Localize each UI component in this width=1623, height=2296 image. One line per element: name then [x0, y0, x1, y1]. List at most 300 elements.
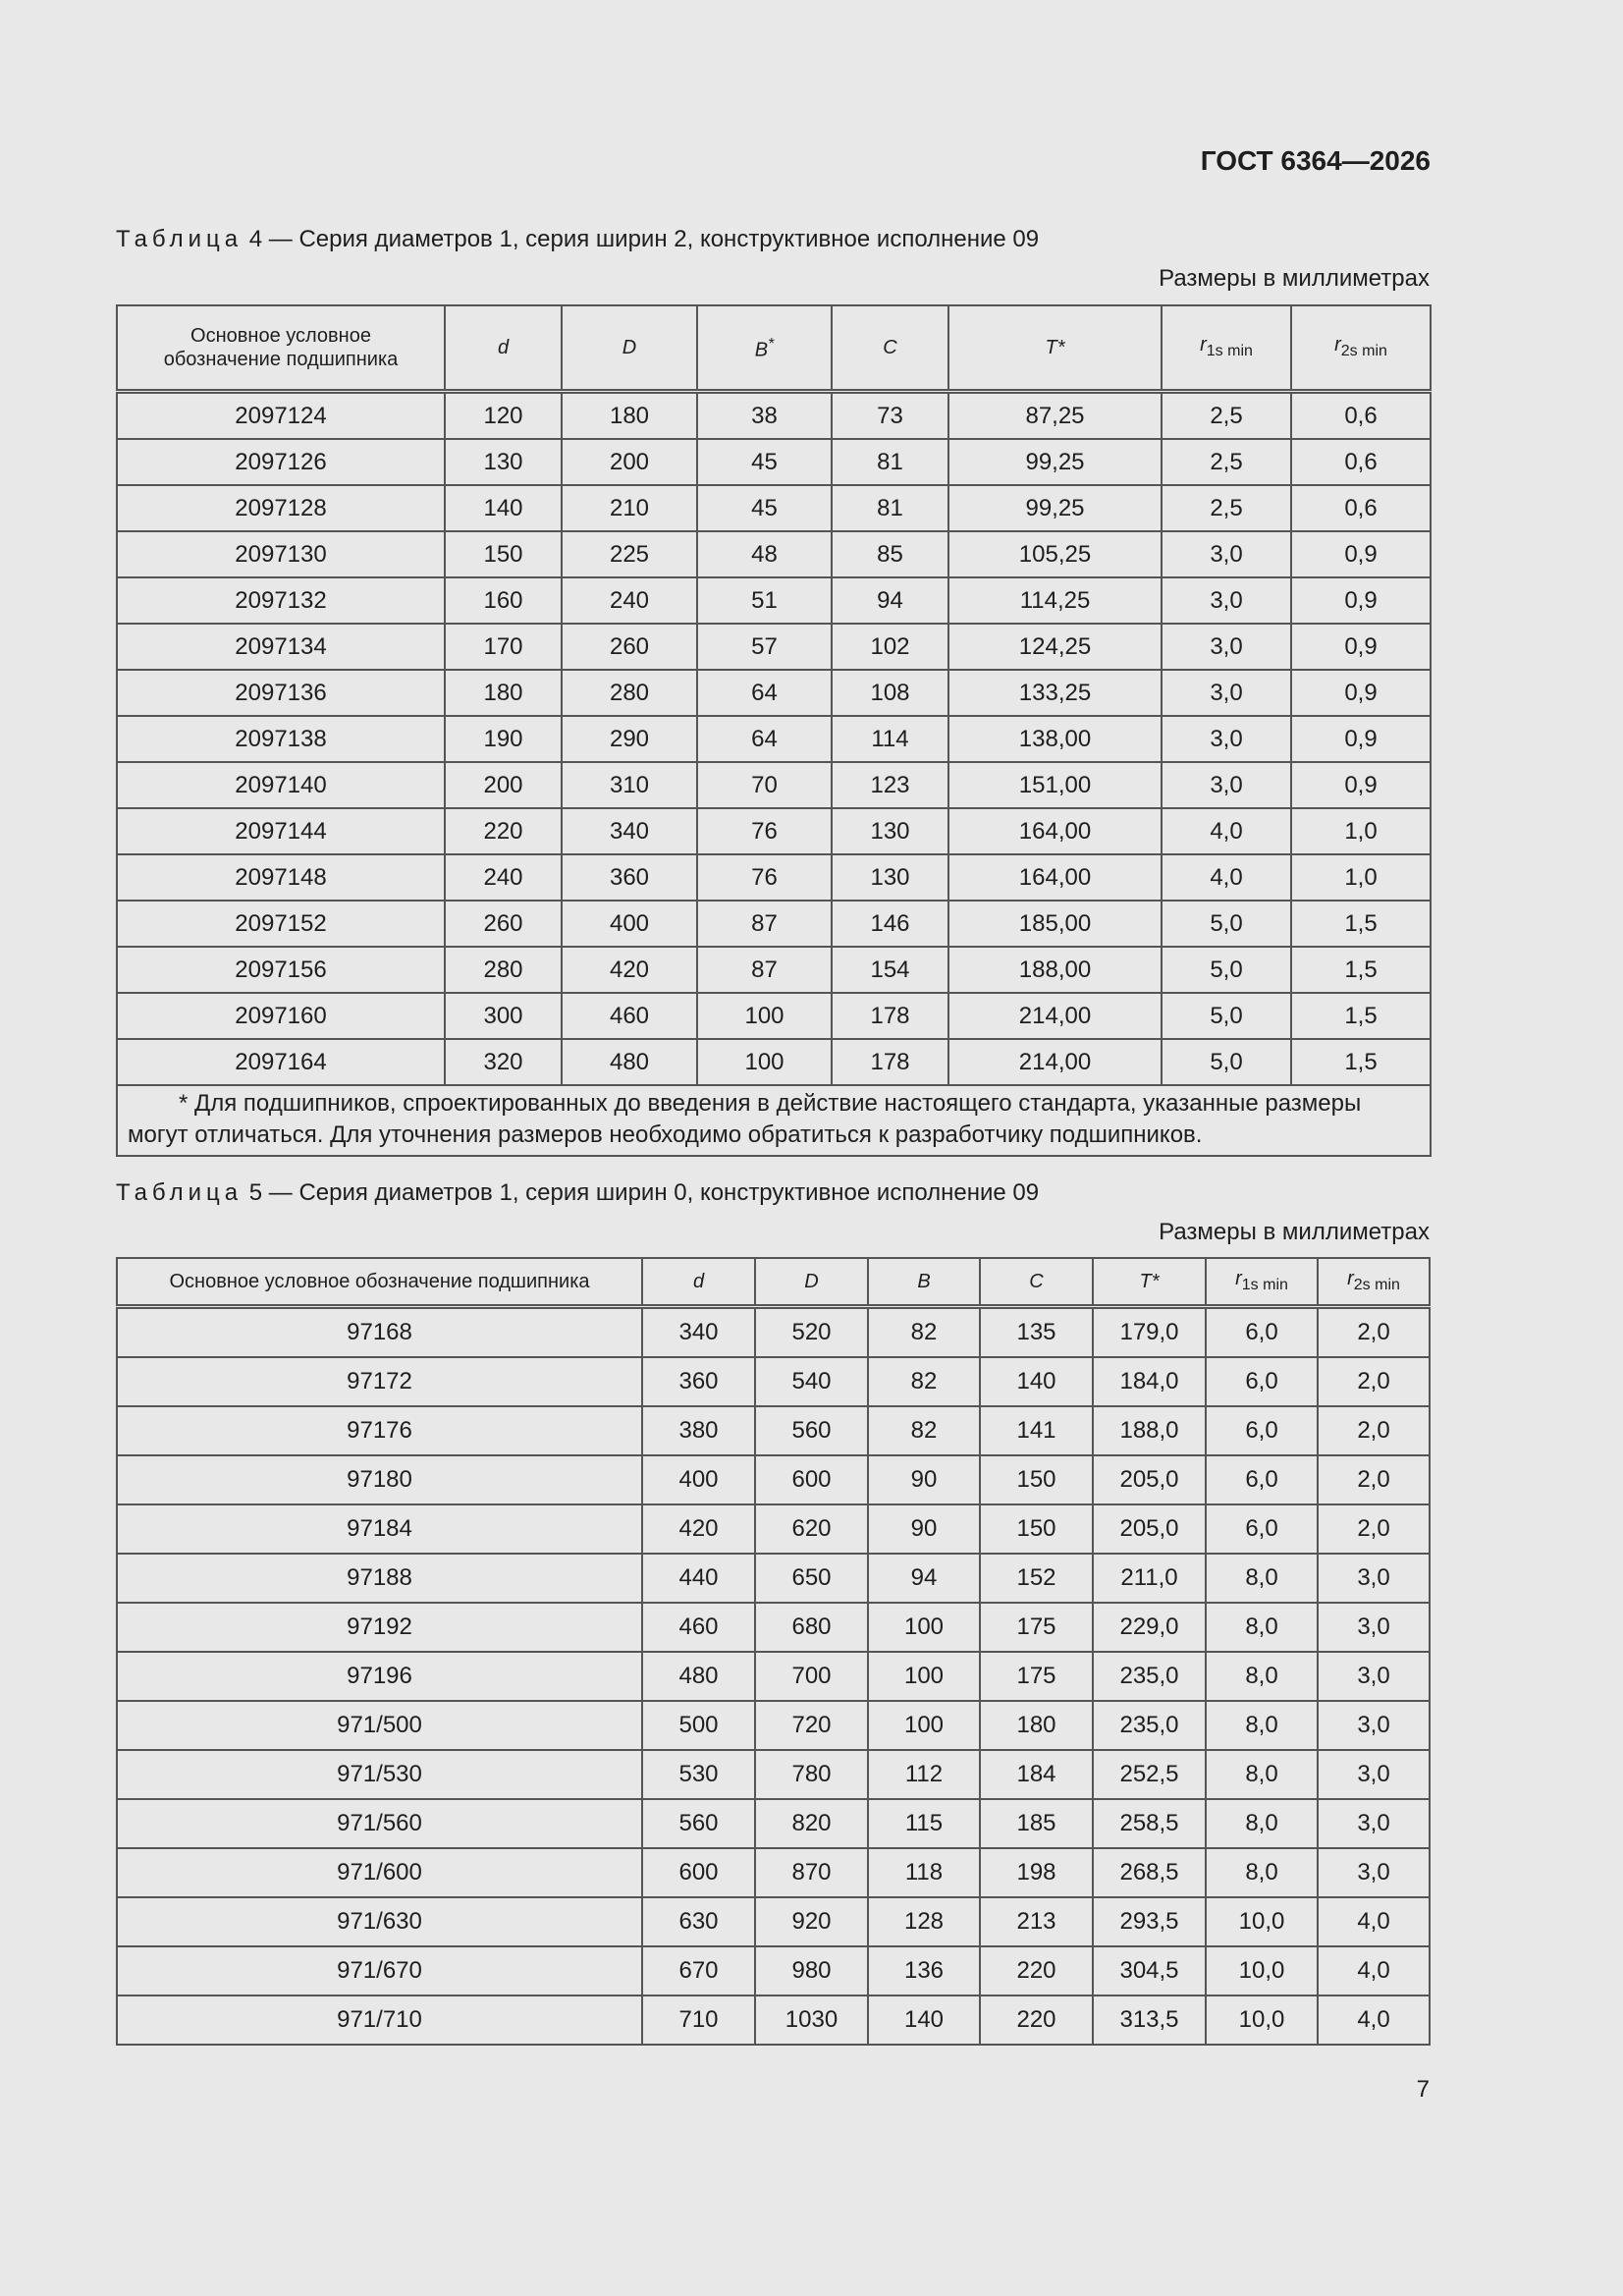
table-cell: 151,00: [948, 762, 1162, 808]
table-cell: 3,0: [1318, 1652, 1430, 1701]
table-cell: 10,0: [1206, 1995, 1318, 2045]
header-r1: [1206, 1258, 1318, 1307]
table-cell: 154: [832, 947, 948, 993]
table-cell: 3,0: [1318, 1603, 1430, 1652]
table-cell: 200: [445, 762, 562, 808]
table-cell: 150: [445, 531, 562, 577]
header-r2-sub: 2s min: [1353, 1276, 1400, 1293]
table-cell: 114: [832, 716, 948, 762]
table-cell: 235,0: [1093, 1701, 1206, 1750]
table-cell: 3,0: [1318, 1799, 1430, 1848]
table-cell: 3,0: [1162, 716, 1291, 762]
table5-header-row: [117, 1258, 1430, 1307]
header-r2-sub: 2s min: [1340, 342, 1387, 359]
table-cell: 2097144: [117, 808, 445, 854]
table-cell: 102: [832, 624, 948, 670]
table-cell: 170: [445, 624, 562, 670]
table-row: [117, 947, 1431, 993]
table-cell: 48: [697, 531, 832, 577]
table-cell: 100: [697, 993, 832, 1039]
table-cell: 420: [562, 947, 697, 993]
table-cell: 97192: [117, 1603, 642, 1652]
table-cell: 205,0: [1093, 1455, 1206, 1504]
table-cell: 87: [697, 901, 832, 947]
table-row: [117, 1455, 1430, 1504]
table-cell: 293,5: [1093, 1897, 1206, 1946]
table-cell: 971/560: [117, 1799, 642, 1848]
table-cell: 258,5: [1093, 1799, 1206, 1848]
table-cell: 2097130: [117, 531, 445, 577]
table-row: [117, 1357, 1430, 1406]
table-cell: 160: [445, 577, 562, 624]
table-cell: 5,0: [1162, 947, 1291, 993]
table-cell: 3,0: [1162, 577, 1291, 624]
page-number: 7: [1416, 2076, 1430, 2103]
table-cell: 179,0: [1093, 1307, 1206, 1358]
table-cell: 380: [642, 1406, 755, 1455]
table-cell: 0,9: [1291, 670, 1431, 716]
table-cell: 320: [445, 1039, 562, 1085]
table-cell: 870: [755, 1848, 868, 1897]
table-cell: 99,25: [948, 485, 1162, 531]
table-cell: 4,0: [1318, 1946, 1430, 1995]
table-cell: 10,0: [1206, 1897, 1318, 1946]
header-designation: Основное условное обозначение подшипника: [117, 305, 445, 392]
table-cell: 630: [642, 1897, 755, 1946]
table-cell: 360: [562, 854, 697, 901]
table-cell: 0,6: [1291, 392, 1431, 440]
table-cell: 8,0: [1206, 1750, 1318, 1799]
table-cell: 76: [697, 808, 832, 854]
table-cell: 136: [868, 1946, 980, 1995]
table-cell: 980: [755, 1946, 868, 1995]
table-cell: 971/600: [117, 1848, 642, 1897]
table-cell: 2097164: [117, 1039, 445, 1085]
table-cell: 5,0: [1162, 901, 1291, 947]
table-cell: 175: [980, 1652, 1093, 1701]
table-cell: 971/630: [117, 1897, 642, 1946]
table-cell: 5,0: [1162, 993, 1291, 1039]
table-cell: 70: [697, 762, 832, 808]
table-cell: 780: [755, 1750, 868, 1799]
table-cell: 76: [697, 854, 832, 901]
table-cell: 99,25: [948, 439, 1162, 485]
table-row: [117, 762, 1431, 808]
table-cell: 180: [980, 1701, 1093, 1750]
table-cell: 8,0: [1206, 1799, 1318, 1848]
table-cell: 178: [832, 993, 948, 1039]
header-r1: [1162, 305, 1291, 392]
table4-caption-title: 4 — Серия диаметров 1, серия ширин 2, конструктивное исполнение 09: [243, 226, 1040, 252]
table-row: [117, 1897, 1430, 1946]
table-row: [117, 993, 1431, 1039]
table4-units: Размеры в миллиметрах: [1159, 265, 1430, 292]
table-cell: 140: [445, 485, 562, 531]
table-cell: 220: [980, 1946, 1093, 1995]
table-cell: 0,9: [1291, 762, 1431, 808]
table-cell: 1030: [755, 1995, 868, 2045]
table-cell: 2097160: [117, 993, 445, 1039]
table-row: [117, 1652, 1430, 1701]
table-cell: 560: [642, 1799, 755, 1848]
table-cell: 2,0: [1318, 1504, 1430, 1554]
table-cell: 220: [445, 808, 562, 854]
table-cell: 214,00: [948, 993, 1162, 1039]
table-cell: 97172: [117, 1357, 642, 1406]
table-cell: 205,0: [1093, 1504, 1206, 1554]
table-cell: 8,0: [1206, 1554, 1318, 1603]
table-row: [117, 716, 1431, 762]
table-cell: 2097132: [117, 577, 445, 624]
table-cell: 3,0: [1162, 531, 1291, 577]
header-r1-sub: 1s min: [1206, 342, 1253, 359]
table-row: [117, 1039, 1431, 1085]
table-cell: 530: [642, 1750, 755, 1799]
table-cell: 920: [755, 1897, 868, 1946]
header-D: D: [755, 1258, 868, 1307]
table-cell: 300: [445, 993, 562, 1039]
table-cell: 2097152: [117, 901, 445, 947]
table-cell: 340: [642, 1307, 755, 1358]
table-cell: 2097136: [117, 670, 445, 716]
header-B-label: B: [754, 339, 769, 361]
table-cell: 118: [868, 1848, 980, 1897]
table-cell: 6,0: [1206, 1357, 1318, 1406]
table4-caption-prefix: Таблица: [116, 226, 243, 252]
table-row: [117, 392, 1431, 440]
table-cell: 340: [562, 808, 697, 854]
table-cell: 164,00: [948, 854, 1162, 901]
table-cell: 280: [562, 670, 697, 716]
table-cell: 720: [755, 1701, 868, 1750]
table-cell: 45: [697, 439, 832, 485]
table-cell: 971/500: [117, 1701, 642, 1750]
table-cell: 120: [445, 392, 562, 440]
table-cell: 520: [755, 1307, 868, 1358]
table-cell: 138,00: [948, 716, 1162, 762]
table-cell: 480: [562, 1039, 697, 1085]
table-cell: 700: [755, 1652, 868, 1701]
table-cell: 268,5: [1093, 1848, 1206, 1897]
table-cell: 3,0: [1318, 1554, 1430, 1603]
table-row: [117, 531, 1431, 577]
table-cell: 114,25: [948, 577, 1162, 624]
table-row: [117, 901, 1431, 947]
table-cell: 4,0: [1318, 1897, 1430, 1946]
table-cell: 540: [755, 1357, 868, 1406]
table-cell: 128: [868, 1897, 980, 1946]
table-cell: 5,0: [1162, 1039, 1291, 1085]
table-cell: 4,0: [1318, 1995, 1430, 2045]
table4-footnote-text: * Для подшипников, спроектированных до введения в действие настоящего стандарта, указанные размеры могут отличаться. Для уточнения размеров необходимо обратиться к разработчику подшипников.: [128, 1090, 1362, 1148]
table-cell: 1,5: [1291, 993, 1431, 1039]
table-cell: 108: [832, 670, 948, 716]
table4-header-row: [117, 305, 1431, 392]
table-cell: 4,0: [1162, 808, 1291, 854]
table-row: [117, 1848, 1430, 1897]
table-cell: 2,5: [1162, 392, 1291, 440]
table-cell: 133,25: [948, 670, 1162, 716]
table-cell: 198: [980, 1848, 1093, 1897]
table-cell: 190: [445, 716, 562, 762]
table-cell: 82: [868, 1357, 980, 1406]
table-cell: 440: [642, 1554, 755, 1603]
table-cell: 82: [868, 1406, 980, 1455]
table-cell: 45: [697, 485, 832, 531]
table-cell: 97184: [117, 1504, 642, 1554]
header-C: C: [980, 1258, 1093, 1307]
table-cell: 4,0: [1162, 854, 1291, 901]
table-cell: 82: [868, 1307, 980, 1358]
table5-caption: [116, 1179, 1039, 1207]
header-C: C: [832, 305, 948, 392]
table-cell: 184,0: [1093, 1357, 1206, 1406]
table-cell: 115: [868, 1799, 980, 1848]
header-d: d: [642, 1258, 755, 1307]
table-cell: 480: [642, 1652, 755, 1701]
table-cell: 3,0: [1162, 670, 1291, 716]
table-cell: 213: [980, 1897, 1093, 1946]
table-row: [117, 1799, 1430, 1848]
table-cell: 2097124: [117, 392, 445, 440]
table-cell: 200: [562, 439, 697, 485]
table5: [116, 1257, 1431, 2046]
table-cell: 8,0: [1206, 1848, 1318, 1897]
table4-footnote: [117, 1085, 1431, 1156]
table-cell: 2097148: [117, 854, 445, 901]
header-T: T*: [948, 305, 1162, 392]
table-cell: 260: [562, 624, 697, 670]
table-cell: 1,0: [1291, 808, 1431, 854]
table-cell: 184: [980, 1750, 1093, 1799]
table-cell: 1,5: [1291, 901, 1431, 947]
table-cell: 90: [868, 1455, 980, 1504]
table-cell: 710: [642, 1995, 755, 2045]
table-row: [117, 1554, 1430, 1603]
header-r1-symbol: r: [1235, 1267, 1242, 1289]
table-cell: 280: [445, 947, 562, 993]
table-cell: 260: [445, 901, 562, 947]
header-r1-symbol: r: [1200, 333, 1207, 355]
table-cell: 90: [868, 1504, 980, 1554]
table-cell: 94: [832, 577, 948, 624]
header-d: d: [445, 305, 562, 392]
table-cell: 180: [445, 670, 562, 716]
table-cell: 150: [980, 1455, 1093, 1504]
table-cell: 1,5: [1291, 1039, 1431, 1085]
table-cell: 100: [697, 1039, 832, 1085]
table-cell: 87,25: [948, 392, 1162, 440]
table-cell: 500: [642, 1701, 755, 1750]
header-r2-symbol: r: [1334, 333, 1341, 355]
table-row: [117, 1750, 1430, 1799]
table-cell: 188,0: [1093, 1406, 1206, 1455]
table-cell: 112: [868, 1750, 980, 1799]
table4: [116, 304, 1432, 1157]
table-cell: 123: [832, 762, 948, 808]
table-cell: 2097128: [117, 485, 445, 531]
table-cell: 150: [980, 1504, 1093, 1554]
table-cell: 0,9: [1291, 531, 1431, 577]
table-row: [117, 485, 1431, 531]
table-cell: 460: [562, 993, 697, 1039]
table-cell: 680: [755, 1603, 868, 1652]
table-cell: 100: [868, 1652, 980, 1701]
table-row: [117, 670, 1431, 716]
table-row: [117, 854, 1431, 901]
table-cell: 225: [562, 531, 697, 577]
table4-caption: [116, 226, 1039, 253]
table-cell: 0,6: [1291, 485, 1431, 531]
table-cell: 51: [697, 577, 832, 624]
table-cell: 64: [697, 670, 832, 716]
table-cell: 140: [980, 1357, 1093, 1406]
table-cell: 38: [697, 392, 832, 440]
table-cell: 3,0: [1318, 1701, 1430, 1750]
table-cell: 2,0: [1318, 1357, 1430, 1406]
table-cell: 670: [642, 1946, 755, 1995]
table-cell: 141: [980, 1406, 1093, 1455]
table-cell: 94: [868, 1554, 980, 1603]
table-cell: 235,0: [1093, 1652, 1206, 1701]
table-cell: 6,0: [1206, 1504, 1318, 1554]
table-cell: 8,0: [1206, 1603, 1318, 1652]
table-cell: 81: [832, 485, 948, 531]
table-cell: 135: [980, 1307, 1093, 1358]
table-cell: 180: [562, 392, 697, 440]
table-cell: 64: [697, 716, 832, 762]
header-B: B: [868, 1258, 980, 1307]
table-row: [117, 1946, 1430, 1995]
table-cell: 130: [445, 439, 562, 485]
table-cell: 2,0: [1318, 1406, 1430, 1455]
table-cell: 57: [697, 624, 832, 670]
table-cell: 175: [980, 1603, 1093, 1652]
table-cell: 178: [832, 1039, 948, 1085]
table-cell: 124,25: [948, 624, 1162, 670]
table4-footnote-row: [117, 1085, 1431, 1156]
table-cell: 310: [562, 762, 697, 808]
table-cell: 252,5: [1093, 1750, 1206, 1799]
table-cell: 240: [445, 854, 562, 901]
table-cell: 3,0: [1162, 624, 1291, 670]
table-cell: 100: [868, 1603, 980, 1652]
table-cell: 313,5: [1093, 1995, 1206, 2045]
table-cell: 620: [755, 1504, 868, 1554]
table-cell: 420: [642, 1504, 755, 1554]
header-r2: [1291, 305, 1431, 392]
table-cell: 2097140: [117, 762, 445, 808]
table-cell: 97196: [117, 1652, 642, 1701]
header-r1-sub: 1s min: [1241, 1276, 1288, 1293]
table-cell: 152: [980, 1554, 1093, 1603]
table-row: [117, 1504, 1430, 1554]
table-cell: 2097138: [117, 716, 445, 762]
table-cell: 1,0: [1291, 854, 1431, 901]
header-D: D: [562, 305, 697, 392]
header-B-mark: *: [768, 336, 775, 354]
table-cell: 8,0: [1206, 1652, 1318, 1701]
table-row: [117, 624, 1431, 670]
table-cell: 211,0: [1093, 1554, 1206, 1603]
table-row: [117, 1406, 1430, 1455]
table-cell: 2,5: [1162, 439, 1291, 485]
table-cell: 164,00: [948, 808, 1162, 854]
table-cell: 188,00: [948, 947, 1162, 993]
table-cell: 6,0: [1206, 1455, 1318, 1504]
table-cell: 971/710: [117, 1995, 642, 2045]
table-cell: 229,0: [1093, 1603, 1206, 1652]
table-cell: 0,6: [1291, 439, 1431, 485]
table-cell: 185: [980, 1799, 1093, 1848]
header-designation: Основное условное обозначение подшипника: [117, 1258, 642, 1307]
table-cell: 3,0: [1318, 1750, 1430, 1799]
table-cell: 600: [755, 1455, 868, 1504]
table5-units: Размеры в миллиметрах: [1159, 1219, 1430, 1245]
table-cell: 105,25: [948, 531, 1162, 577]
table-cell: 400: [642, 1455, 755, 1504]
table-cell: 3,0: [1318, 1848, 1430, 1897]
table-cell: 220: [980, 1995, 1093, 2045]
table-cell: 2,5: [1162, 485, 1291, 531]
table-cell: 2097126: [117, 439, 445, 485]
table-cell: 81: [832, 439, 948, 485]
table-cell: 460: [642, 1603, 755, 1652]
table-cell: 6,0: [1206, 1307, 1318, 1358]
table-cell: 0,9: [1291, 577, 1431, 624]
table-row: [117, 1701, 1430, 1750]
standard-number: ГОСТ 6364—2026: [1200, 145, 1431, 176]
table-row: [117, 1603, 1430, 1652]
table-cell: 971/670: [117, 1946, 642, 1995]
table-cell: 240: [562, 577, 697, 624]
header-r2-symbol: r: [1347, 1267, 1354, 1289]
table-cell: 85: [832, 531, 948, 577]
table-cell: 100: [868, 1701, 980, 1750]
table-cell: 73: [832, 392, 948, 440]
table-cell: 820: [755, 1799, 868, 1848]
table-cell: 210: [562, 485, 697, 531]
table-cell: 6,0: [1206, 1406, 1318, 1455]
table-cell: 140: [868, 1995, 980, 2045]
table-cell: 97180: [117, 1455, 642, 1504]
table-cell: 1,5: [1291, 947, 1431, 993]
table-row: [117, 439, 1431, 485]
table-row: [117, 808, 1431, 854]
table-cell: 2097156: [117, 947, 445, 993]
table-cell: 400: [562, 901, 697, 947]
table-cell: 146: [832, 901, 948, 947]
table5-caption-prefix: Таблица: [116, 1179, 243, 1206]
table-cell: 87: [697, 947, 832, 993]
table-cell: 10,0: [1206, 1946, 1318, 1995]
table5-caption-title: 5 — Серия диаметров 1, серия ширин 0, конструктивное исполнение 09: [243, 1179, 1040, 1206]
table-cell: 0,9: [1291, 624, 1431, 670]
table-row: [117, 1307, 1430, 1358]
table-cell: 130: [832, 808, 948, 854]
table-cell: 97188: [117, 1554, 642, 1603]
table-cell: 185,00: [948, 901, 1162, 947]
table-cell: 304,5: [1093, 1946, 1206, 1995]
table-cell: 600: [642, 1848, 755, 1897]
table-cell: 2,0: [1318, 1455, 1430, 1504]
table-cell: 3,0: [1162, 762, 1291, 808]
table-cell: 97168: [117, 1307, 642, 1358]
table-cell: 2097134: [117, 624, 445, 670]
table-row: [117, 1995, 1430, 2045]
table-cell: 2,0: [1318, 1307, 1430, 1358]
table-cell: 290: [562, 716, 697, 762]
